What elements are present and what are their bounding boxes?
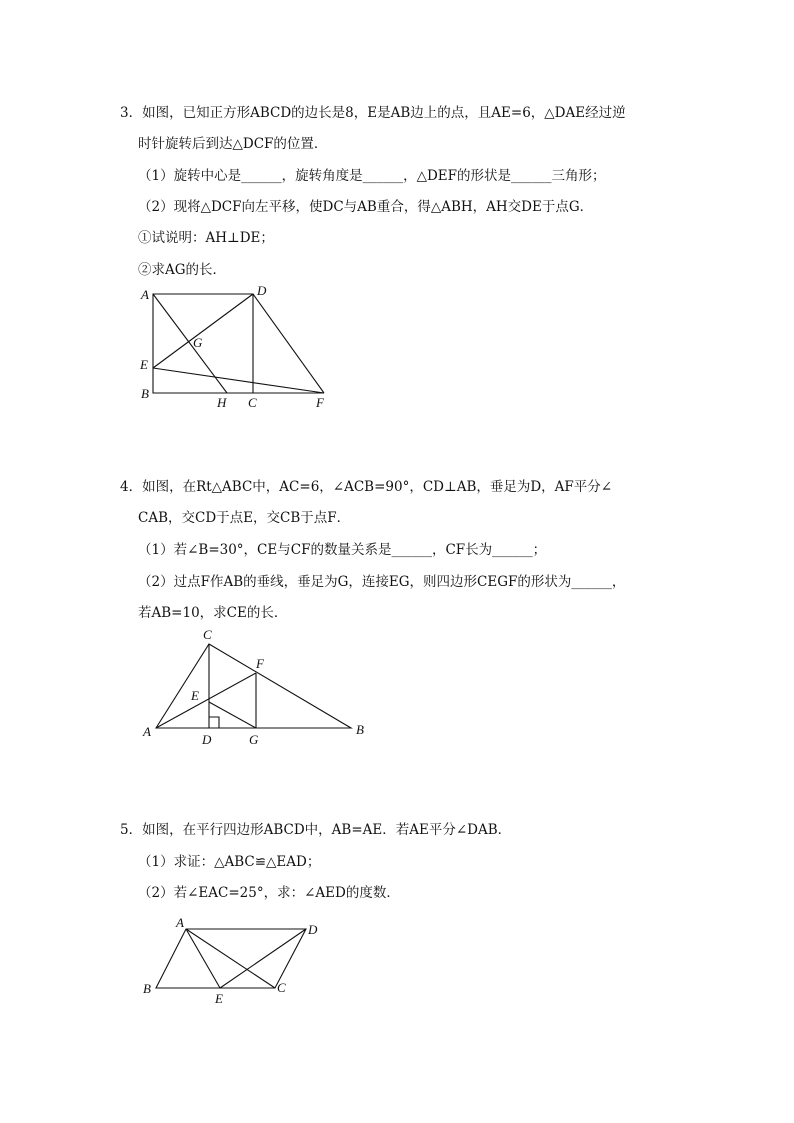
label-a: A	[176, 915, 184, 930]
segment-eg	[209, 702, 256, 728]
p3-line-3: （1）旋转中心是______，旋转角度是______，△DEF的形状是______三角形；	[138, 168, 606, 184]
label-b: B	[356, 722, 364, 737]
segment-df	[253, 294, 324, 393]
label-e: E	[215, 991, 223, 1006]
label-b: B	[141, 386, 149, 401]
label-d: D	[308, 922, 318, 937]
label-f: F	[316, 395, 324, 410]
label-e: E	[191, 688, 199, 703]
segment-ef	[153, 368, 324, 393]
label-g: G	[249, 732, 259, 747]
p3-line-2: 时针旋转后到达△DCF的位置．	[138, 136, 328, 152]
segment-ed	[220, 929, 306, 988]
p5-line-2: （1）求证：△ABC≌△EAD；	[138, 854, 321, 870]
label-d: D	[202, 732, 212, 747]
label-b: B	[143, 981, 151, 996]
label-d: D	[257, 283, 267, 298]
label-c: C	[277, 980, 286, 995]
p4-line-3: （1）若∠B=30°，CE与CF的数量关系是______，CF长为______；	[138, 542, 547, 558]
p3-figure	[130, 280, 350, 415]
p3-line-6: ②求AG的长．	[138, 262, 227, 278]
p4-line-5: 若AB=10，求CE的长．	[138, 605, 288, 621]
label-g: G	[193, 335, 203, 350]
p5-figure	[135, 910, 335, 1010]
p4-line-2: CAB，交CD于点E，交CB于点F．	[138, 510, 351, 526]
segment-ae	[186, 929, 220, 988]
p5-line-1: 5．如图，在平行四边形ABCD中，AB=AE．若AE平分∠DAB．	[120, 822, 512, 838]
p3-line-1: 3．如图，已知正方形ABCD的边长是8，E是AB边上的点，且AE=6，△DAE经过逆	[120, 105, 626, 121]
segment-de	[153, 294, 253, 368]
triangle-abc	[156, 644, 351, 728]
segment-ah	[153, 294, 227, 393]
p4-figure	[135, 625, 375, 750]
square-abcd	[153, 294, 253, 393]
p4-line-1: 4．如图，在Rt△ABC中，AC=6，∠ACB=90°，CD⊥AB，垂足为D，AF平分∠	[120, 479, 613, 495]
label-c: C	[248, 395, 257, 410]
p5-line-3: （2）若∠EAC=25°，求：∠AED的度数．	[138, 885, 400, 901]
p3-line-4: （2）现将△DCF向左平移，使DC与AB重合，得△ABH，AH交DE于点G．	[138, 199, 594, 215]
label-a: A	[143, 724, 151, 739]
right-angle-mark	[209, 717, 219, 728]
label-h: H	[217, 395, 227, 410]
label-f: F	[256, 656, 264, 671]
segment-ac	[186, 929, 275, 988]
label-c: C	[203, 627, 212, 642]
p4-line-4: （2）过点F作AB的垂线，垂足为G，连接EG，则四边形CEGF的形状为______，	[138, 574, 626, 590]
label-a: A	[141, 287, 149, 302]
label-e: E	[140, 357, 148, 372]
p3-line-5: ①试说明：AH⊥DE；	[138, 230, 274, 246]
